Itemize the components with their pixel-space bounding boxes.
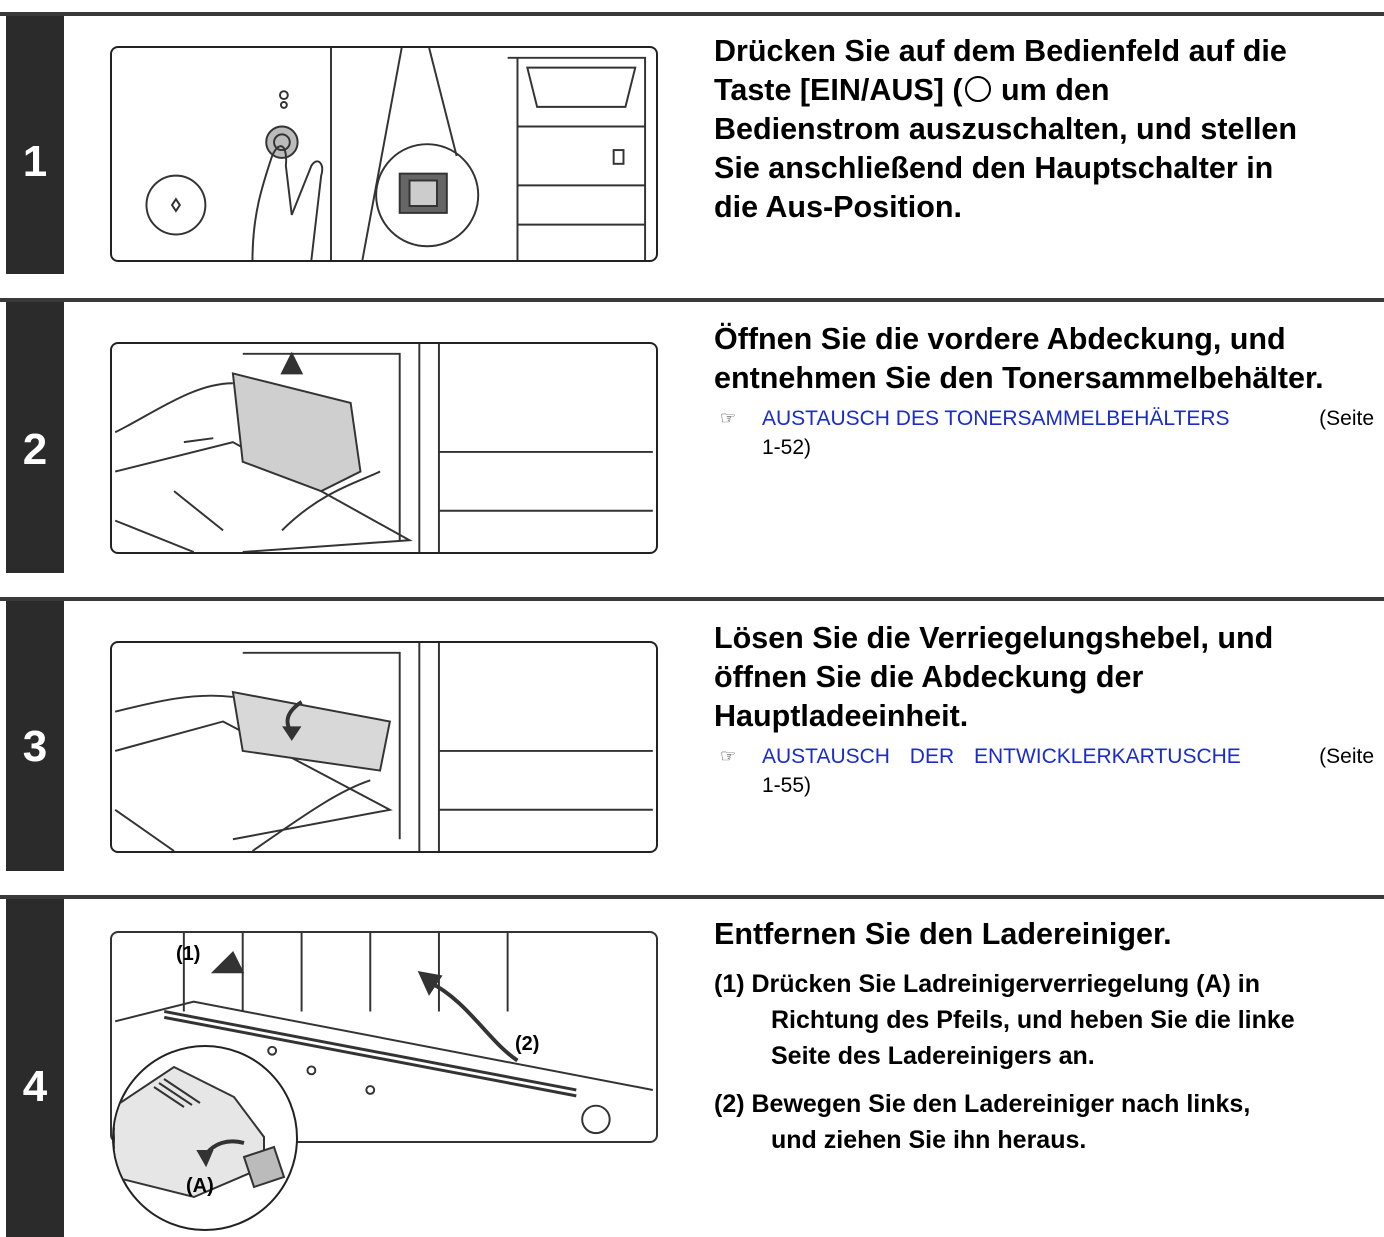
substep-line: und ziehen Sie ihn heraus. — [771, 1126, 1087, 1154]
substep-line: (2) Bewegen Sie den Ladereiniger nach links, — [714, 1090, 1251, 1118]
step-1-text — [714, 32, 1374, 227]
reference-page-number: 1-55) — [762, 774, 812, 797]
step-number: 4 — [22, 1062, 48, 1111]
heading-line: Bedienstrom auszuschalten, und stellen — [714, 112, 1298, 146]
heading-line: Drücken Sie auf dem Bedienfeld auf die — [714, 34, 1287, 68]
illustration-unlock-levers — [110, 641, 658, 853]
callout-label: (1) — [176, 943, 201, 965]
magnifier-inset — [112, 1045, 298, 1231]
cross-reference — [714, 742, 1374, 800]
heading-line: öffnen Sie die Abdeckung der — [714, 660, 1144, 694]
divider — [0, 895, 1384, 899]
substep-1 — [714, 966, 1374, 1074]
step-1 — [0, 12, 1384, 274]
divider — [0, 597, 1384, 601]
heading-line: entnehmen Sie den Tonersammelbehälter. — [714, 361, 1324, 395]
reference-page-number: 1-52) — [762, 436, 812, 459]
step-number: 1 — [22, 137, 48, 186]
heading-line: um den — [992, 73, 1110, 107]
step-3-text — [714, 619, 1374, 800]
heading-line: Lösen Sie die Verriegelungshebel, und — [714, 621, 1274, 655]
pointing-hand-icon: ☞ — [720, 408, 737, 428]
heading-line: Hauptladeeinheit. — [714, 699, 969, 733]
step-heading: Entfernen Sie den Ladereiniger. — [714, 917, 1172, 951]
substep-line: (1) Drücken Sie Ladreinigerverriegelung (A) in — [714, 970, 1260, 998]
step-2 — [0, 298, 1384, 573]
power-panel-drawing — [112, 48, 656, 260]
callout-label: (2) — [515, 1033, 540, 1055]
step-heading — [714, 320, 1374, 398]
cross-reference — [714, 404, 1374, 462]
illustration-open-cover — [110, 342, 658, 554]
step-4 — [0, 895, 1384, 1237]
reference-page-label: (Seite — [1319, 745, 1374, 768]
lock-lever-drawing — [112, 643, 656, 851]
step-heading — [714, 619, 1374, 736]
heading-line: die Aus-Position. — [714, 190, 962, 224]
divider — [0, 298, 1384, 302]
substep-line: Seite des Ladereinigers an. — [771, 1042, 1095, 1070]
substep-line: Richtung des Pfeils, und heben Sie die linke — [771, 1006, 1295, 1034]
step-3 — [0, 597, 1384, 871]
step-heading — [714, 32, 1374, 227]
power-icon — [965, 76, 991, 102]
reference-page-label: (Seite — [1319, 407, 1374, 430]
divider — [0, 12, 1384, 16]
latch-closeup-drawing — [114, 1047, 296, 1229]
reference-link[interactable]: AUSTAUSCH DES TONERSAMMELBEHÄLTERS — [762, 407, 1230, 430]
step-number: 3 — [22, 722, 48, 771]
heading-line: Taste [EIN/AUS] ( — [714, 73, 963, 107]
step-number: 2 — [22, 425, 48, 474]
front-cover-drawing — [112, 344, 656, 552]
pointing-hand-icon: ☞ — [720, 746, 737, 766]
substep-2 — [714, 1086, 1374, 1158]
illustration-power-off — [110, 46, 658, 262]
reference-link[interactable]: AUSTAUSCH DER ENTWICKLERKARTUSCHE — [762, 745, 1241, 768]
heading-line: Öffnen Sie die vordere Abdeckung, und — [714, 322, 1286, 356]
heading-line: Sie anschließend den Hauptschalter in — [714, 151, 1274, 185]
step-2-text — [714, 320, 1374, 462]
step-4-text — [714, 915, 1374, 1158]
callout-label: (A) — [186, 1175, 214, 1197]
